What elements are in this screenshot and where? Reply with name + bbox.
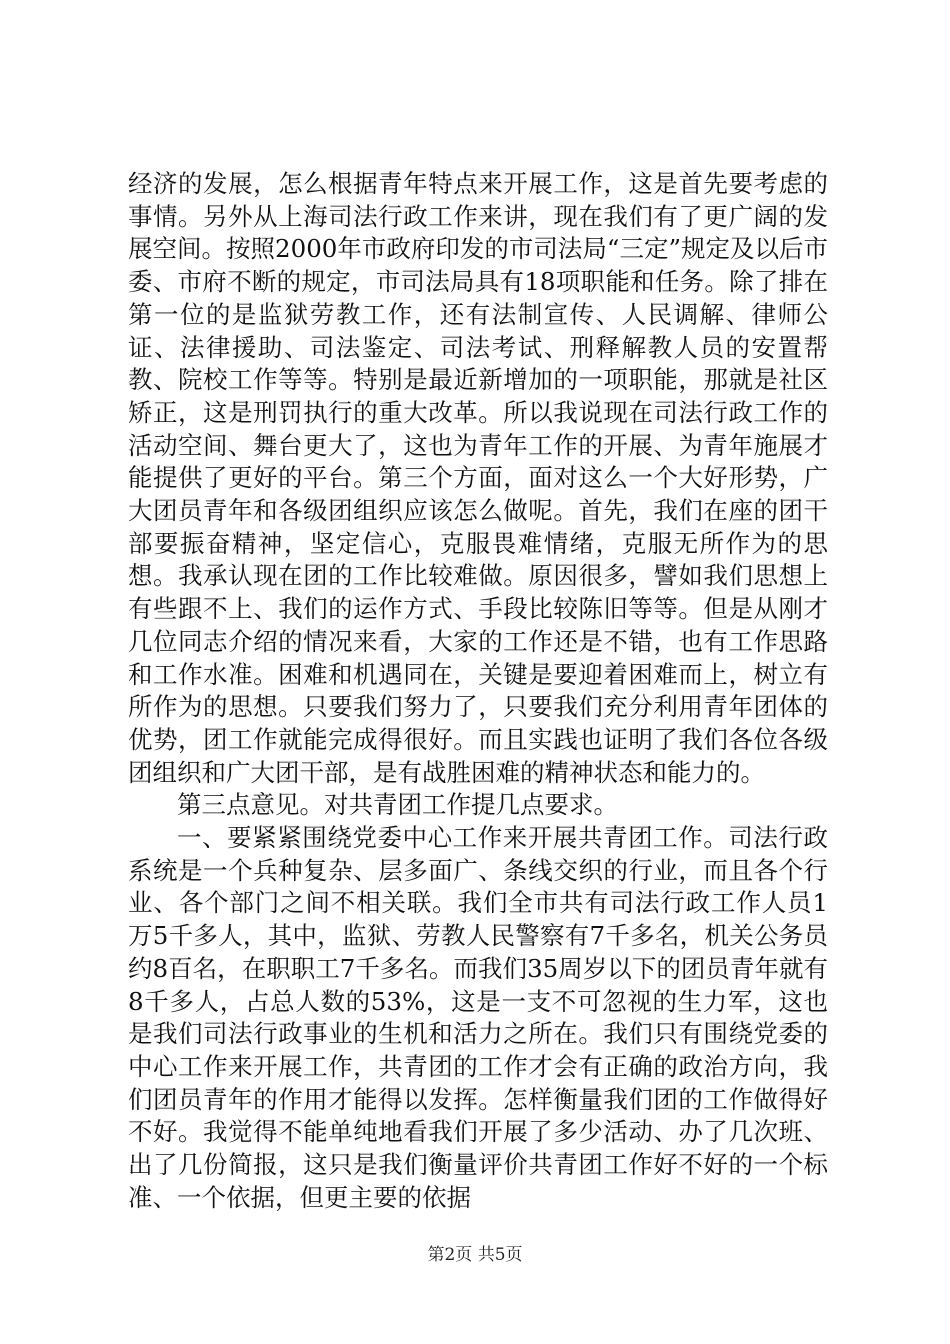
page-footer (0, 1240, 950, 1265)
document-body (128, 168, 828, 1215)
paragraph-1: 经济的发展，怎么根据青年特点来开展工作，这是首先要考虑的事情。另外从上海司法行政工作来讲，现在我们有了更广阔的发展空间。按照2000年市政府印发的市司法局“三定”规定及以后市委、市府不断的规定，市司法局具有18项职能和任务。除了排在第一位的是监狱劳教工作，还有法制宣传、人民调解、律师公证、法律援助、司法鉴定、司法考试、刑释解教人员的安置帮教、院校工作等等。特别是最近新增加的一项职能，那就是社区矫正，这是刑罚执行的重大改革。所以我说现在司法行政工作的活动空间、舞台更大了，这也为青年工作的开展、为青年施展才能提供了更好的平台。第三个方面，面对这么一个大好形势，广大团员青年和各级团组织应该怎么做呢。首先，我们在座的团干部要振奋精神，坚定信心，克服畏难情绪，克服无所作为的思想。我承认现在团的工作比较难做。原因很多，譬如我们思想上有些跟不上、我们的运作方式、手段比较陈旧等等。但是从刚才几位同志介绍的情况来看，大家的工作还是不错，也有工作思路和工作水准。困难和机遇同在，关键是要迎着困难而上，树立有所作为的思想。只要我们努力了，只要我们充分利用青年团体的优势，团工作就能完成得很好。而且实践也证明了我们各位各级团组织和广大团干部，是有战胜困难的精神状态和能力的。 (128, 169, 828, 787)
paragraph-2: 第三点意见。对共青团工作提几点要求。 (177, 790, 618, 820)
paragraph-3: 一、要紧紧围绕党委中心工作来开展共青团工作。司法行政系统是一个兵种复杂、层多面广、条线交织的行业，而且各个行业、各个部门之间不相关联。我们全市共有司法行政工作人员1万5千多人，其中，监狱、劳教人民警察有7千多名，机关公务员约8百名，在职职工7千多名。而我们35周岁以下的团员青年就有8千多人，占总人数的53%，这是一支不可忽视的生力军，这也是我们司法行政事业的生机和活力之所在。我们只有围绕党委的中心工作来开展工作，共青团的工作才会有正确的政治方向，我们团员青年的作用才能得以发挥。怎样衡量我们团的工作做得好不好。我觉得不能单纯地看我们开展了多少活动、办了几次班、出了几份简报，这只是我们衡量评价共青团工作好不好的一个标准、一个依据，但更主要的依据 (128, 823, 828, 1212)
page-number-label: 第2页 共5页 (427, 1245, 523, 1265)
